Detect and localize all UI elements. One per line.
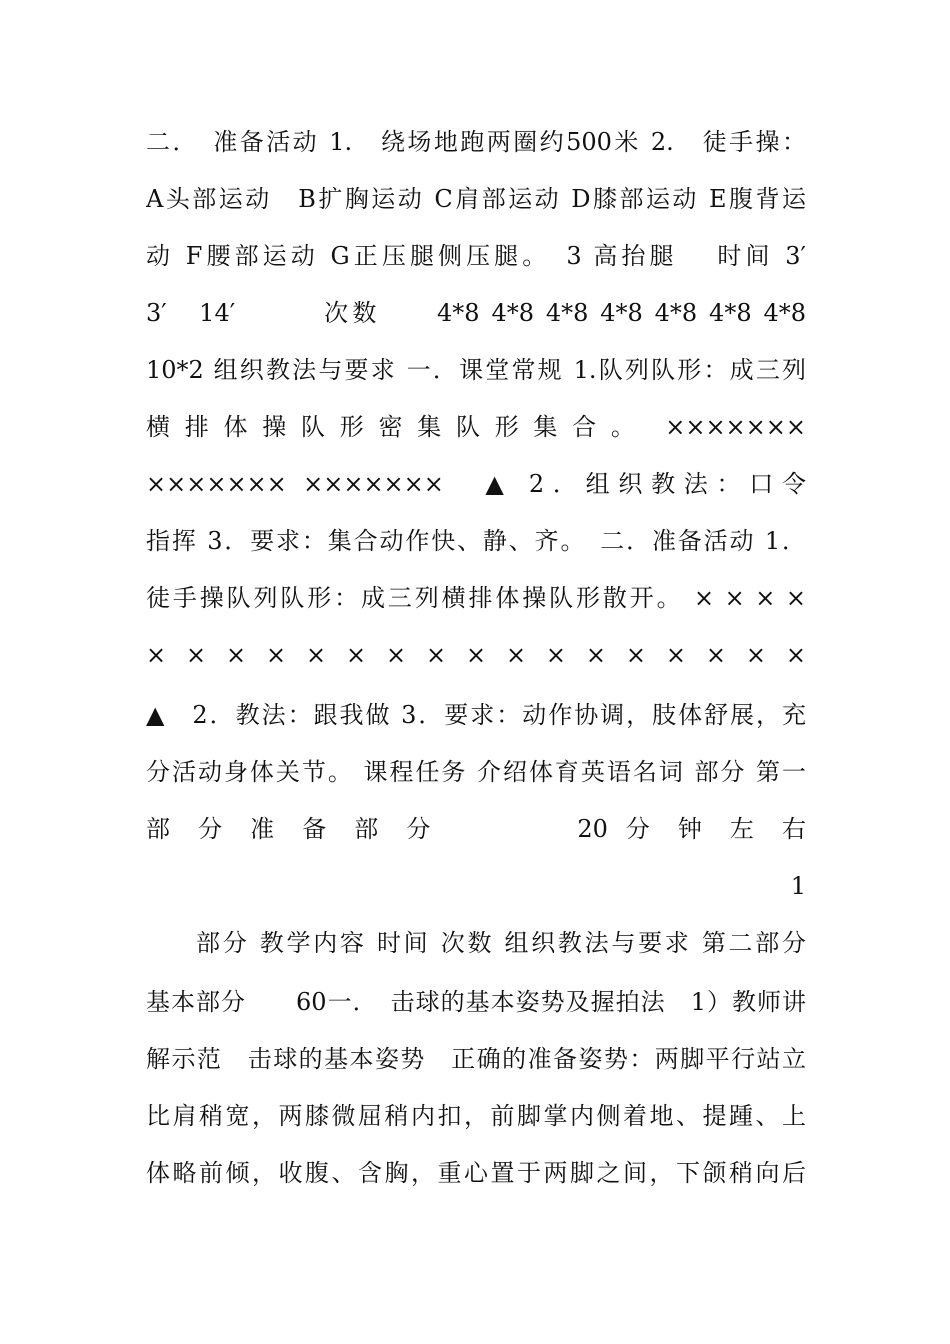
text-line: 二． 准备活动 1. 绕场地跑两圈约500米 2. 徒手操： <box>146 128 806 156</box>
text-line: 3′ 14′ 次数 4*8 4*8 4*8 4*8 4*8 4*8 4*8 <box>146 299 806 327</box>
text-line: 徒手操队列队形：成三列横排体操队形散开。 × × × × <box>146 584 806 612</box>
text-line: 10*2 组织教法与要求 一．课堂常规 1.队列队形：成三列 <box>146 356 806 384</box>
page-number: 1 <box>790 872 806 900</box>
text-line: × × × × × × × × × × × × × × × × × <box>146 641 806 669</box>
text-line: ▲ 2．教法：跟我做 3．要求：动作协调，肢体舒展，充 <box>146 701 806 729</box>
text-line: 部分 教学内容 时间 次数 组织教法与要求 第二部分 <box>196 929 806 957</box>
text-line: 比肩稍宽，两膝微屈稍内扣，前脚掌内侧着地、提踵、上 <box>146 1102 806 1130</box>
text-line: 体略前倾，收腹、含胸，重心置于两脚之间，下颌稍向后 <box>146 1159 806 1187</box>
text-line: 指挥 3．要求：集合动作快、静、齐。 二．准备活动 1． <box>146 527 806 555</box>
text-line: 基本部分 60一． 击球的基本姿势及握拍法 1）教师讲 <box>146 988 806 1016</box>
text-line: 分活动身体关节。 课程任务 介绍体育英语名词 部分 第一 <box>146 758 806 786</box>
text-line: A头部运动 B扩胸运动 C肩部运动 D膝部运动 E腹背运 <box>146 185 806 213</box>
text-line: 横 排 体 操 队 形 密 集 队 形 集 合 。 ××××××× <box>146 413 806 441</box>
text-line: 动 F腰部运动 G正压腿侧压腿。 3 高抬腿 时间 3′ <box>146 242 806 270</box>
text-line: 部 分 准 备 部 分 20 分 钟 左 右 <box>146 815 806 843</box>
text-line: ××××××× ××××××× ▲ 2．组织教法：口令 <box>146 470 806 498</box>
text-line: 解示范 击球的基本姿势 正确的准备姿势：两脚平行站立 <box>146 1045 806 1073</box>
